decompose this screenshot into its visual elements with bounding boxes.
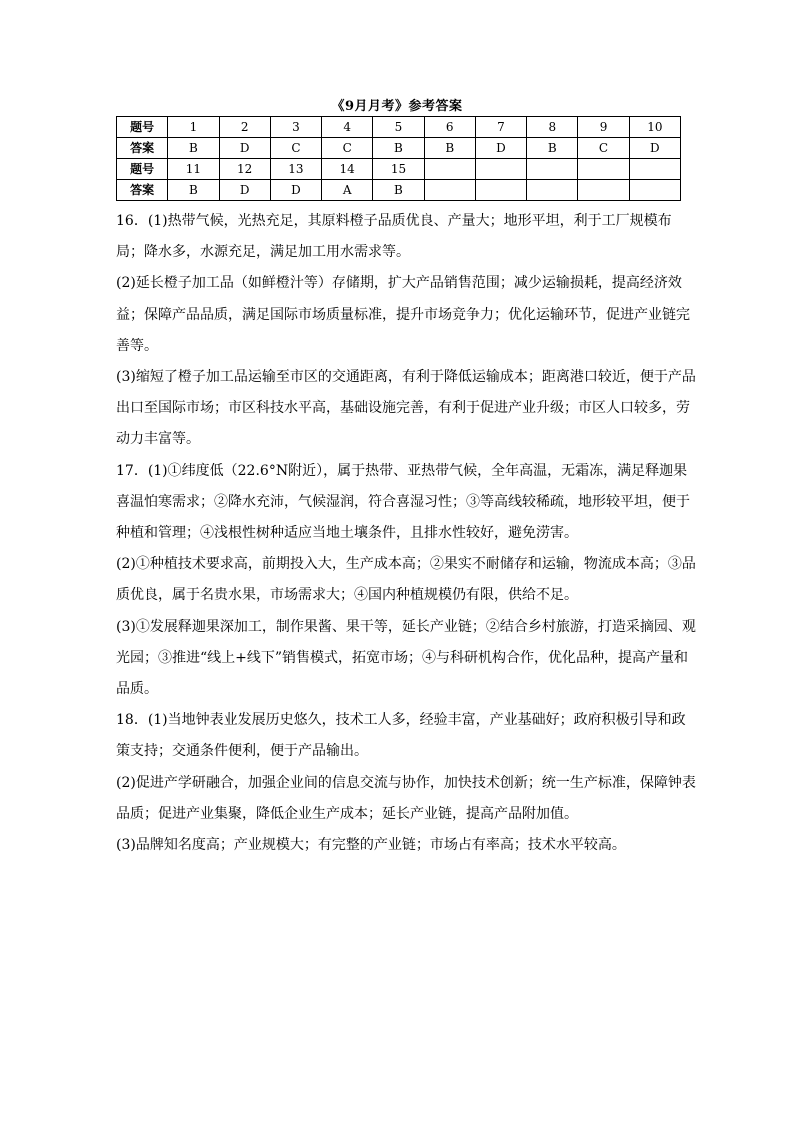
table-cell: 1 bbox=[168, 117, 219, 138]
answer-paragraph: 16．(1)热带气候，光热充足，其原料橙子品质优良、产量大；地形平坦，利于工厂规模布局；降水多，水源充足，满足加工用水需求等。 bbox=[116, 213, 672, 261]
table-cell: 8 bbox=[527, 117, 578, 138]
table-cell: C bbox=[270, 138, 321, 159]
table-cell: A bbox=[322, 180, 373, 201]
table-cell: 12 bbox=[219, 159, 270, 180]
table-cell bbox=[629, 180, 680, 201]
table-row bbox=[117, 117, 681, 138]
answer-paragraph: 17．(1)①纬度低（22.6°N附近），属于热带、亚热带气候，全年高温，无霜冻，满足释迦果喜温怕寒需求；②降水充沛，气候湿润，符合喜湿习性；③等高线较稀疏，地形较平坦，便于种植和管理；④浅根性树种适应当地土壤条件，且排水性较好，避免涝害。 bbox=[116, 462, 690, 542]
answer-paragraph: 18．(1)当地钟表业发展历史悠久，技术工人多，经验丰富，产业基础好；政府积极引导和政策支持；交通条件便利，便于产品输出。 bbox=[116, 712, 686, 760]
table-row bbox=[117, 180, 681, 201]
table-cell: B bbox=[373, 138, 424, 159]
answer-paragraph: (2)延长橙子加工品（如鲜橙汁等）存储期，扩大产品销售范围；减少运输损耗，提高经济效益；保障产品品质，满足国际市场质量标准，提升市场竞争力；优化运输环节，促进产业链完善等。 bbox=[116, 275, 690, 354]
table-cell: 2 bbox=[219, 117, 270, 138]
table-cell: C bbox=[578, 138, 629, 159]
answer-paragraph: (2)①种植技术要求高，前期投入大，生产成本高；②果实不耐储存和运输，物流成本高；③品质优良，属于名贵水果，市场需求大；④国内种植规模仍有限，供给不足。 bbox=[116, 556, 696, 604]
answer-explanations bbox=[116, 206, 696, 861]
table-cell: C bbox=[322, 138, 373, 159]
table-cell: 答案 bbox=[117, 180, 168, 201]
table-cell: 题号 bbox=[117, 159, 168, 180]
table-cell bbox=[424, 159, 475, 180]
table-cell: 13 bbox=[270, 159, 321, 180]
table-cell: 3 bbox=[270, 117, 321, 138]
answer-paragraph: (3)品牌知名度高；产业规模大；有完整的产业链；市场占有率高；技术水平较高。 bbox=[116, 837, 626, 854]
table-cell: D bbox=[475, 138, 526, 159]
table-cell bbox=[475, 180, 526, 201]
table-cell: 题号 bbox=[117, 117, 168, 138]
table-cell: 7 bbox=[475, 117, 526, 138]
answer-paragraph: (3)①发展释迦果深加工，制作果酱、果干等，延长产业链；②结合乡村旅游，打造采摘园、观光园；③推进“线上+线下”销售模式，拓宽市场；④与科研机构合作，优化品种，提高产量和品质。 bbox=[116, 618, 696, 698]
table-cell bbox=[629, 159, 680, 180]
table-cell: B bbox=[168, 180, 219, 201]
table-cell: D bbox=[270, 180, 321, 201]
table-cell: B bbox=[373, 180, 424, 201]
table-cell: D bbox=[219, 138, 270, 159]
table-cell: B bbox=[424, 138, 475, 159]
table-cell bbox=[527, 159, 578, 180]
table-cell: 11 bbox=[168, 159, 219, 180]
table-row bbox=[117, 159, 681, 180]
table-cell: 15 bbox=[373, 159, 424, 180]
table-cell bbox=[424, 180, 475, 201]
table-row bbox=[117, 138, 681, 159]
table-cell: 6 bbox=[424, 117, 475, 138]
table-cell: B bbox=[168, 138, 219, 159]
table-cell: D bbox=[219, 180, 270, 201]
table-cell bbox=[527, 180, 578, 201]
table-cell: D bbox=[629, 138, 680, 159]
table-cell: 4 bbox=[322, 117, 373, 138]
page-title: 《9月月考》参考答案 bbox=[331, 99, 463, 114]
table-cell: 10 bbox=[629, 117, 680, 138]
table-cell: B bbox=[527, 138, 578, 159]
answer-paragraph: (3)缩短了橙子加工品运输至市区的交通距离，有利于降低运输成本；距离港口较近，便于产品出口至国际市场；市区科技水平高，基础设施完善，有利于促进产业升级；市区人口较多，劳动力丰富等。 bbox=[116, 369, 696, 448]
table-cell: 答案 bbox=[117, 138, 168, 159]
answer-paragraph: (2)促进产学研融合，加强企业间的信息交流与协作，加快技术创新；统一生产标准，保障钟表品质；促进产业集聚，降低企业生产成本；延长产业链，提高产品附加值。 bbox=[116, 774, 696, 822]
table-cell bbox=[475, 159, 526, 180]
table-cell bbox=[578, 159, 629, 180]
answer-key-table bbox=[116, 116, 681, 201]
table-cell: 5 bbox=[373, 117, 424, 138]
table-cell: 14 bbox=[322, 159, 373, 180]
table-cell: 9 bbox=[578, 117, 629, 138]
table-cell bbox=[578, 180, 629, 201]
